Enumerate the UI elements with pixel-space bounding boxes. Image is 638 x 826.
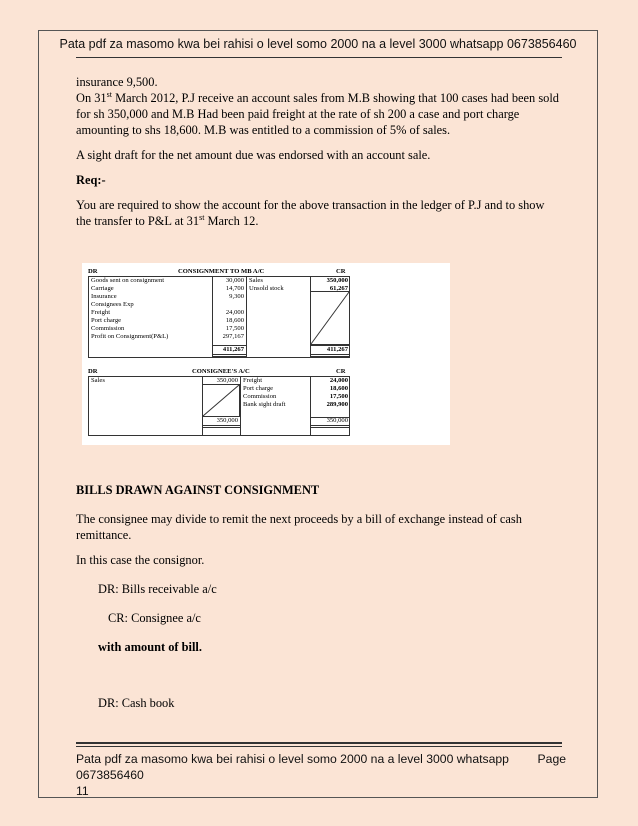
ledger2-credit-label: Bank sight draft (243, 401, 286, 408)
ledger1-credit-amount: 61,267 (329, 285, 348, 292)
header-rule (76, 57, 562, 58)
ledger1-dr: DR (88, 268, 98, 275)
ledger2-dr: DR (88, 368, 98, 375)
ledger1-debit-amount: 18,600 (225, 317, 244, 324)
ledger1-debit-label: Insurance (91, 293, 117, 300)
paragraph-requirement: You are required to show the account for the above transaction in the ledger of P.J and to show the transfer to P&L at 31st March 12. (76, 198, 545, 228)
entry-cr-consignee: CR: Consignee a/c (108, 611, 201, 625)
ledger1-debit-label: Port charge (91, 317, 122, 324)
ledger2-debit-label: Sales (91, 377, 105, 384)
entry-dr-bills-receivable: DR: Bills receivable a/c (98, 582, 217, 596)
paragraph-consignor: In this case the consignor. (76, 553, 205, 567)
footer-rule (76, 742, 562, 744)
ledger1-debit-amount: 9,300 (229, 293, 244, 300)
entry-with-amount: with amount of bill. (98, 640, 202, 654)
ledger1-debit-amount: 24,000 (225, 309, 244, 316)
ledger2-debit-amount: 350,000 (216, 377, 238, 384)
ledger1-debit-label: Goods sent on consignment (91, 277, 165, 284)
page-body-lower (76, 482, 560, 720)
ledger1-total-left: 411,267 (222, 346, 244, 353)
ledger2-credit-label: Freight (243, 377, 263, 384)
paragraph-insurance: insurance 9,500. (76, 75, 158, 89)
ledger2-credit-amount: 18,600 (329, 385, 348, 392)
ledger1-debit-label: Carriage (91, 285, 114, 292)
ledger1-credit-label: Sales (249, 277, 263, 284)
ledger2-double-rule-left (202, 425, 240, 428)
entry-dr-cash-book: DR: Cash book (98, 696, 175, 710)
ledger2-total-right: 350,000 (326, 417, 348, 424)
ledger1-debit-label: Consignees Exp (91, 301, 134, 308)
ledger1-title: CONSIGNMENT TO MB A/C (178, 268, 265, 275)
ledger1-debit-label: Freight (91, 309, 111, 316)
ledger1-debit-amount: 14,700 (225, 285, 244, 292)
ledger1-credit-label: Unsold stock (249, 285, 284, 292)
ledger-accounts-image (82, 263, 450, 445)
ledger2-cr: CR (336, 368, 346, 375)
ledger1-debit-amount: 297,167 (222, 333, 244, 340)
ledger1-debit-amount: 30,000 (225, 277, 244, 284)
footer-page-label: Page (537, 752, 566, 766)
ledger1-total-right: 411,267 (326, 346, 348, 353)
section-heading-bills: BILLS DRAWN AGAINST CONSIGNMENT (76, 483, 320, 497)
page-header: Pata pdf za masomo kwa bei rahisi o level somo 2000 na a level 3000 whatsapp 0673856460 (59, 37, 577, 51)
ledger2-credit-amount: 289,900 (326, 401, 348, 408)
ledger2-credit-amount: 24,000 (329, 377, 348, 384)
footer-text: Pata pdf za masomo kwa bei rahisi o level somo 2000 na a level 3000 whatsapp 0673856460 (76, 752, 509, 782)
ledger2-center-rule (240, 376, 241, 436)
ledger1-credit-amount: 350,000 (326, 277, 348, 284)
ledger2-credit-amount: 17,500 (329, 393, 348, 400)
ledger1-cr: CR (336, 268, 346, 275)
paragraph-account-sales: On 31st March 2012, P.J receive an account sales from M.B showing that 100 cases had been sold for sh 350,000 and M.B Had been paid freight at the rate of sh 200 a case and port charge amounting to shs 18,600. M.B was entitled to a commission of 5% of sales. (76, 89, 559, 137)
ledger2-double-rule-right (310, 425, 350, 428)
req-label: Req:- (76, 173, 106, 187)
page-body (76, 74, 560, 238)
paragraph-sight-draft: A sight draft for the net amount due was endorsed with an account sale. (76, 148, 431, 162)
ledger1-center-rule (246, 276, 247, 358)
ledger1-debit-amount: 17,500 (225, 325, 244, 332)
footer-page-number: 11 (76, 784, 89, 798)
footer-rule-thin (76, 746, 562, 747)
ledger2-total-left: 350,000 (216, 417, 238, 424)
paragraph-consignee-remit: The consignee may divide to remit the next proceeds by a bill of exchange instead of cash remittance. (76, 512, 522, 542)
ledger2-balance-diagonal (202, 384, 240, 417)
ledger1-double-rule-right (310, 354, 350, 357)
ledger2-title: CONSIGNEE'S A/C (192, 368, 250, 375)
ledger2-credit-label: Port charge (243, 385, 274, 392)
page-footer (76, 751, 566, 799)
ledger1-balance-diagonal (310, 291, 350, 345)
ledger1-debit-label: Profit on Consignment(P&L) (91, 333, 169, 340)
ledger2-credit-label: Commission (243, 393, 277, 400)
ledger1-double-rule-left (212, 354, 246, 357)
ledger1-debit-label: Commission (91, 325, 125, 332)
